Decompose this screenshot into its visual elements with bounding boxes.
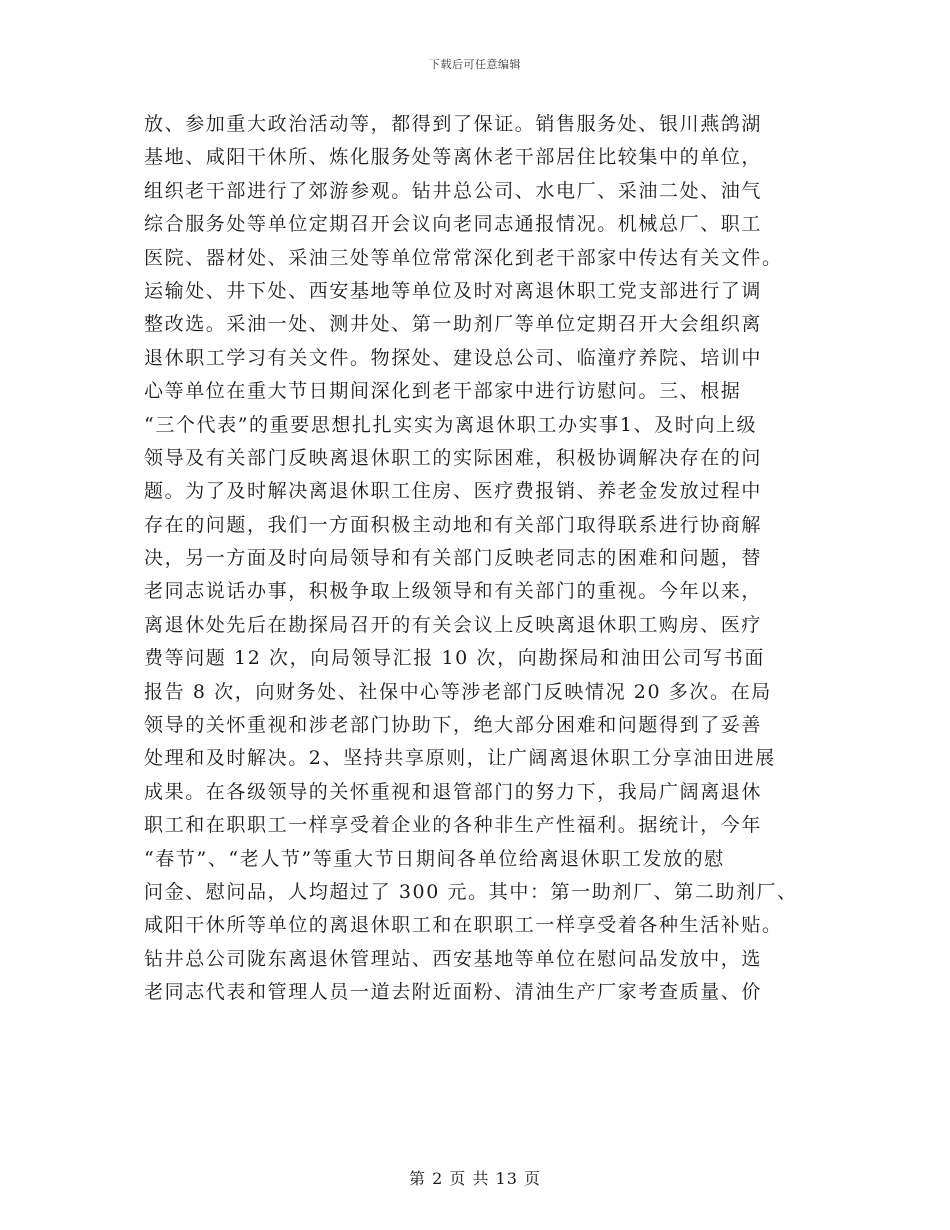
body-line: 存在的问题，我们一方面积极主动地和有关部门取得联系进行协商解: [144, 513, 763, 536]
body-line: 领导及有关部门反映离退休职工的实际困难，积极协调解决存在的问: [144, 446, 763, 469]
body-line: 老同志代表和管理人员一道去附近面粉、清油生产厂家考查质量、价: [144, 981, 763, 1004]
body-line: 老同志说话办事，积极争取上级领导和有关部门的重视。今年以来，: [144, 580, 763, 603]
body-line: 基地、咸阳干休所、炼化服务处等离休老干部居住比较集中的单位，: [144, 146, 763, 169]
body-line: 费等问题 12 次，向局领导汇报 10 次，向勘探局和油田公司写书面: [144, 647, 765, 670]
body-line: 成果。在各级领导的关怀重视和退管部门的努力下，我局广阔离退休: [144, 780, 763, 803]
body-line: 决，另一方面及时向局领导和有关部门反映老同志的困难和问题，替: [144, 547, 763, 570]
body-line: 综合服务处等单位定期召开会议向老同志通报情况。机械总厂、职工: [144, 213, 763, 236]
body-line: 组织老干部进行了郊游参观。钻井总公司、水电厂、采油二处、油气: [144, 179, 763, 202]
body-line: 咸阳干休所等单位的离退休职工和在职职工一样享受着各种生活补贴。: [144, 914, 783, 937]
body-line: 离退休处先后在勘探局召开的有关会议上反映离退休职工购房、医疗: [144, 613, 763, 636]
body-line: 报告 8 次，向财务处、社保中心等涉老部门反映情况 20 多次。在局: [144, 680, 772, 703]
body-line: 心等单位在重大节日期间深化到老干部家中进行访慰问。三、根据: [144, 380, 742, 403]
body-line: 处理和及时解决。2、坚持共享原则，让广阔离退休职工分享油田进展: [144, 747, 776, 770]
body-line: 退休职工学习有关文件。物探处、建设总公司、临潼疗养院、培训中: [144, 346, 763, 369]
body-line: 问金、慰问品，人均超过了 300 元。其中：第一助剂厂、第二助剂厂、: [144, 880, 798, 903]
document-body: [144, 108, 824, 1010]
body-line: 放、参加重大政治活动等，都得到了保证。销售服务处、银川燕鸽湖: [144, 113, 763, 135]
page-header: 下载后可任意编辑: [429, 58, 521, 71]
body-line: 整改选。采油一处、测井处、第一助剂厂等单位定期召开大会组织离: [144, 313, 763, 336]
body-line: 职工和在职职工一样享受着企业的各种非生产性福利。据统计，今年: [144, 814, 763, 837]
body-line: 运输处、井下处、西安基地等单位及时对离退休职工党支部进行了调: [144, 279, 763, 302]
body-line: 领导的关怀重视和涉老部门协助下，绝大部分困难和问题得到了妥善: [144, 714, 763, 737]
body-line: “三个代表”的重要思想扎扎实实为离退休职工办实事1、及时向上级: [144, 413, 758, 436]
body-line: 钻井总公司陇东离退休管理站、西安基地等单位在慰问品发放中，选: [144, 947, 763, 970]
body-line: 医院、器材处、采油三处等单位常常深化到老干部家中传达有关文件。: [144, 246, 783, 269]
body-line: “春节”、“老人节”等重大节日期间各单位给离退休职工发放的慰: [144, 847, 725, 870]
page-number-footer: 第 2 页 共 13 页: [409, 1169, 541, 1188]
body-line: 题。为了及时解决离退休职工住房、医疗费报销、养老金发放过程中: [144, 480, 763, 503]
